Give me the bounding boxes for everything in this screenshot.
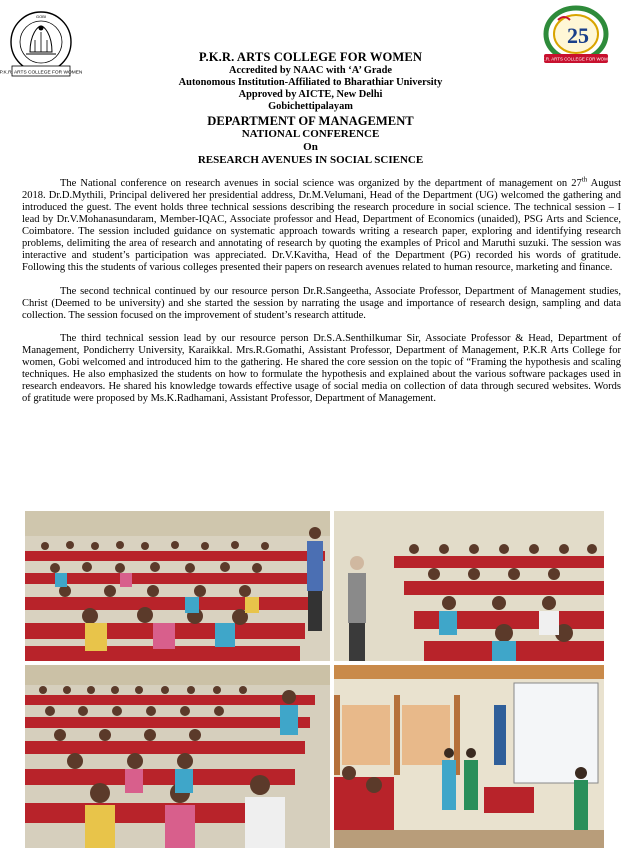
accreditation-line: Accredited by NAAC with ‘A’ Grade [228,65,393,76]
approval-line: Approved by AICTE, New Delhi [238,89,383,100]
department-title: DEPARTMENT OF MANAGEMENT [207,114,414,128]
report-body [22,175,621,417]
photo-audience-speaker [25,511,330,661]
emblem-top-text: GOBI [35,14,47,19]
paragraph-1 [22,175,621,274]
event-topic: RESEARCH AVENUES IN SOCIAL SCIENCE [197,154,424,166]
document-header [0,50,621,167]
photo-presentation-screen [334,665,604,848]
location-line: Gobichettipalayam [268,101,353,112]
date-superscript: th [581,175,588,184]
college-name: P.K.R. ARTS COLLEGE FOR WOMEN [198,50,423,64]
affiliation-line: Autonomous Institution-Affiliated to Bharathiar University [178,77,443,88]
event-type: NATIONAL CONFERENCE [241,128,380,140]
event-on: On [303,141,318,153]
photo-speaker-interaction [334,511,604,661]
jubilee-number: 25 [567,23,589,48]
jubilee-banner-text: P.K.R. ARTS COLLEGE FOR WOMEN [538,56,614,62]
emblem-banner-text: P.K.R. ARTS COLLEGE FOR WOMEN [0,70,83,76]
paragraph-2: The second technical continued by our resource person Dr.R.Sangeetha, Associate Professor, Department of Management studies, Christ (Deemed to be university) and she started the session by narrating the usage and importance of research design, sampling and data collection. The session focused on the improvement of student’s research attitude. [22,285,621,321]
paragraph-1-start: The National conference on research avenues in social science was organized by the department of management on 27 [60,178,582,189]
paragraph-3: The third technical session lead by our resource person Dr.S.A.Senthilkumar Sir, Associate Professor & Head, Department of Management, Pondicherry University, Karaikkal. Mrs.R.Gomathi, Assistant Professor, Department of Management, P.K.R Arts College for women, Gobi welcomed and introduced him to the gathering. He shared the core session on the topic of “Framing the hypothesis and scaling techniques. He also emphasized the students on how to formulate the hypothesis and explained about the various software packages used in research endeavors. He shared his knowledge towards effective usage of social media on collection of data through secured websites. Words of gratitude were proposed by Ms.K.Radhamani, Assistant Professor, Department of Management. [22,333,621,405]
photo-student-question [25,665,330,848]
paragraph-1-rest: August 2018. Dr.D.Mythili, Principal delivered her presidential address, Dr.M.Velumani, Head of the Department (UG) welcomed the gathering and introduced the guest. The event holds three technical sessions describing the research procedure in social science. The technical session – I lead by Dr.V.Mohanasundaram, Member-IQAC, Associate professor and Head, Department of Economics (unaided), PSG Arts and Science, Coimbatore. The session included guidance on systematic approach towards writing a research paper, exploring and identifying research problems, delimiting the area of research and annotating of research by quoting the examples of Pricol and Maruthi suzuki. The session was interactive and student’s participation was appreciated. Dr.V.Kavitha, Head of the Department (PG) recorded his words of gratitude. Following this the students of various colleges presented their papers on research avenues related to human resource, marketing and finance. [22,178,621,273]
